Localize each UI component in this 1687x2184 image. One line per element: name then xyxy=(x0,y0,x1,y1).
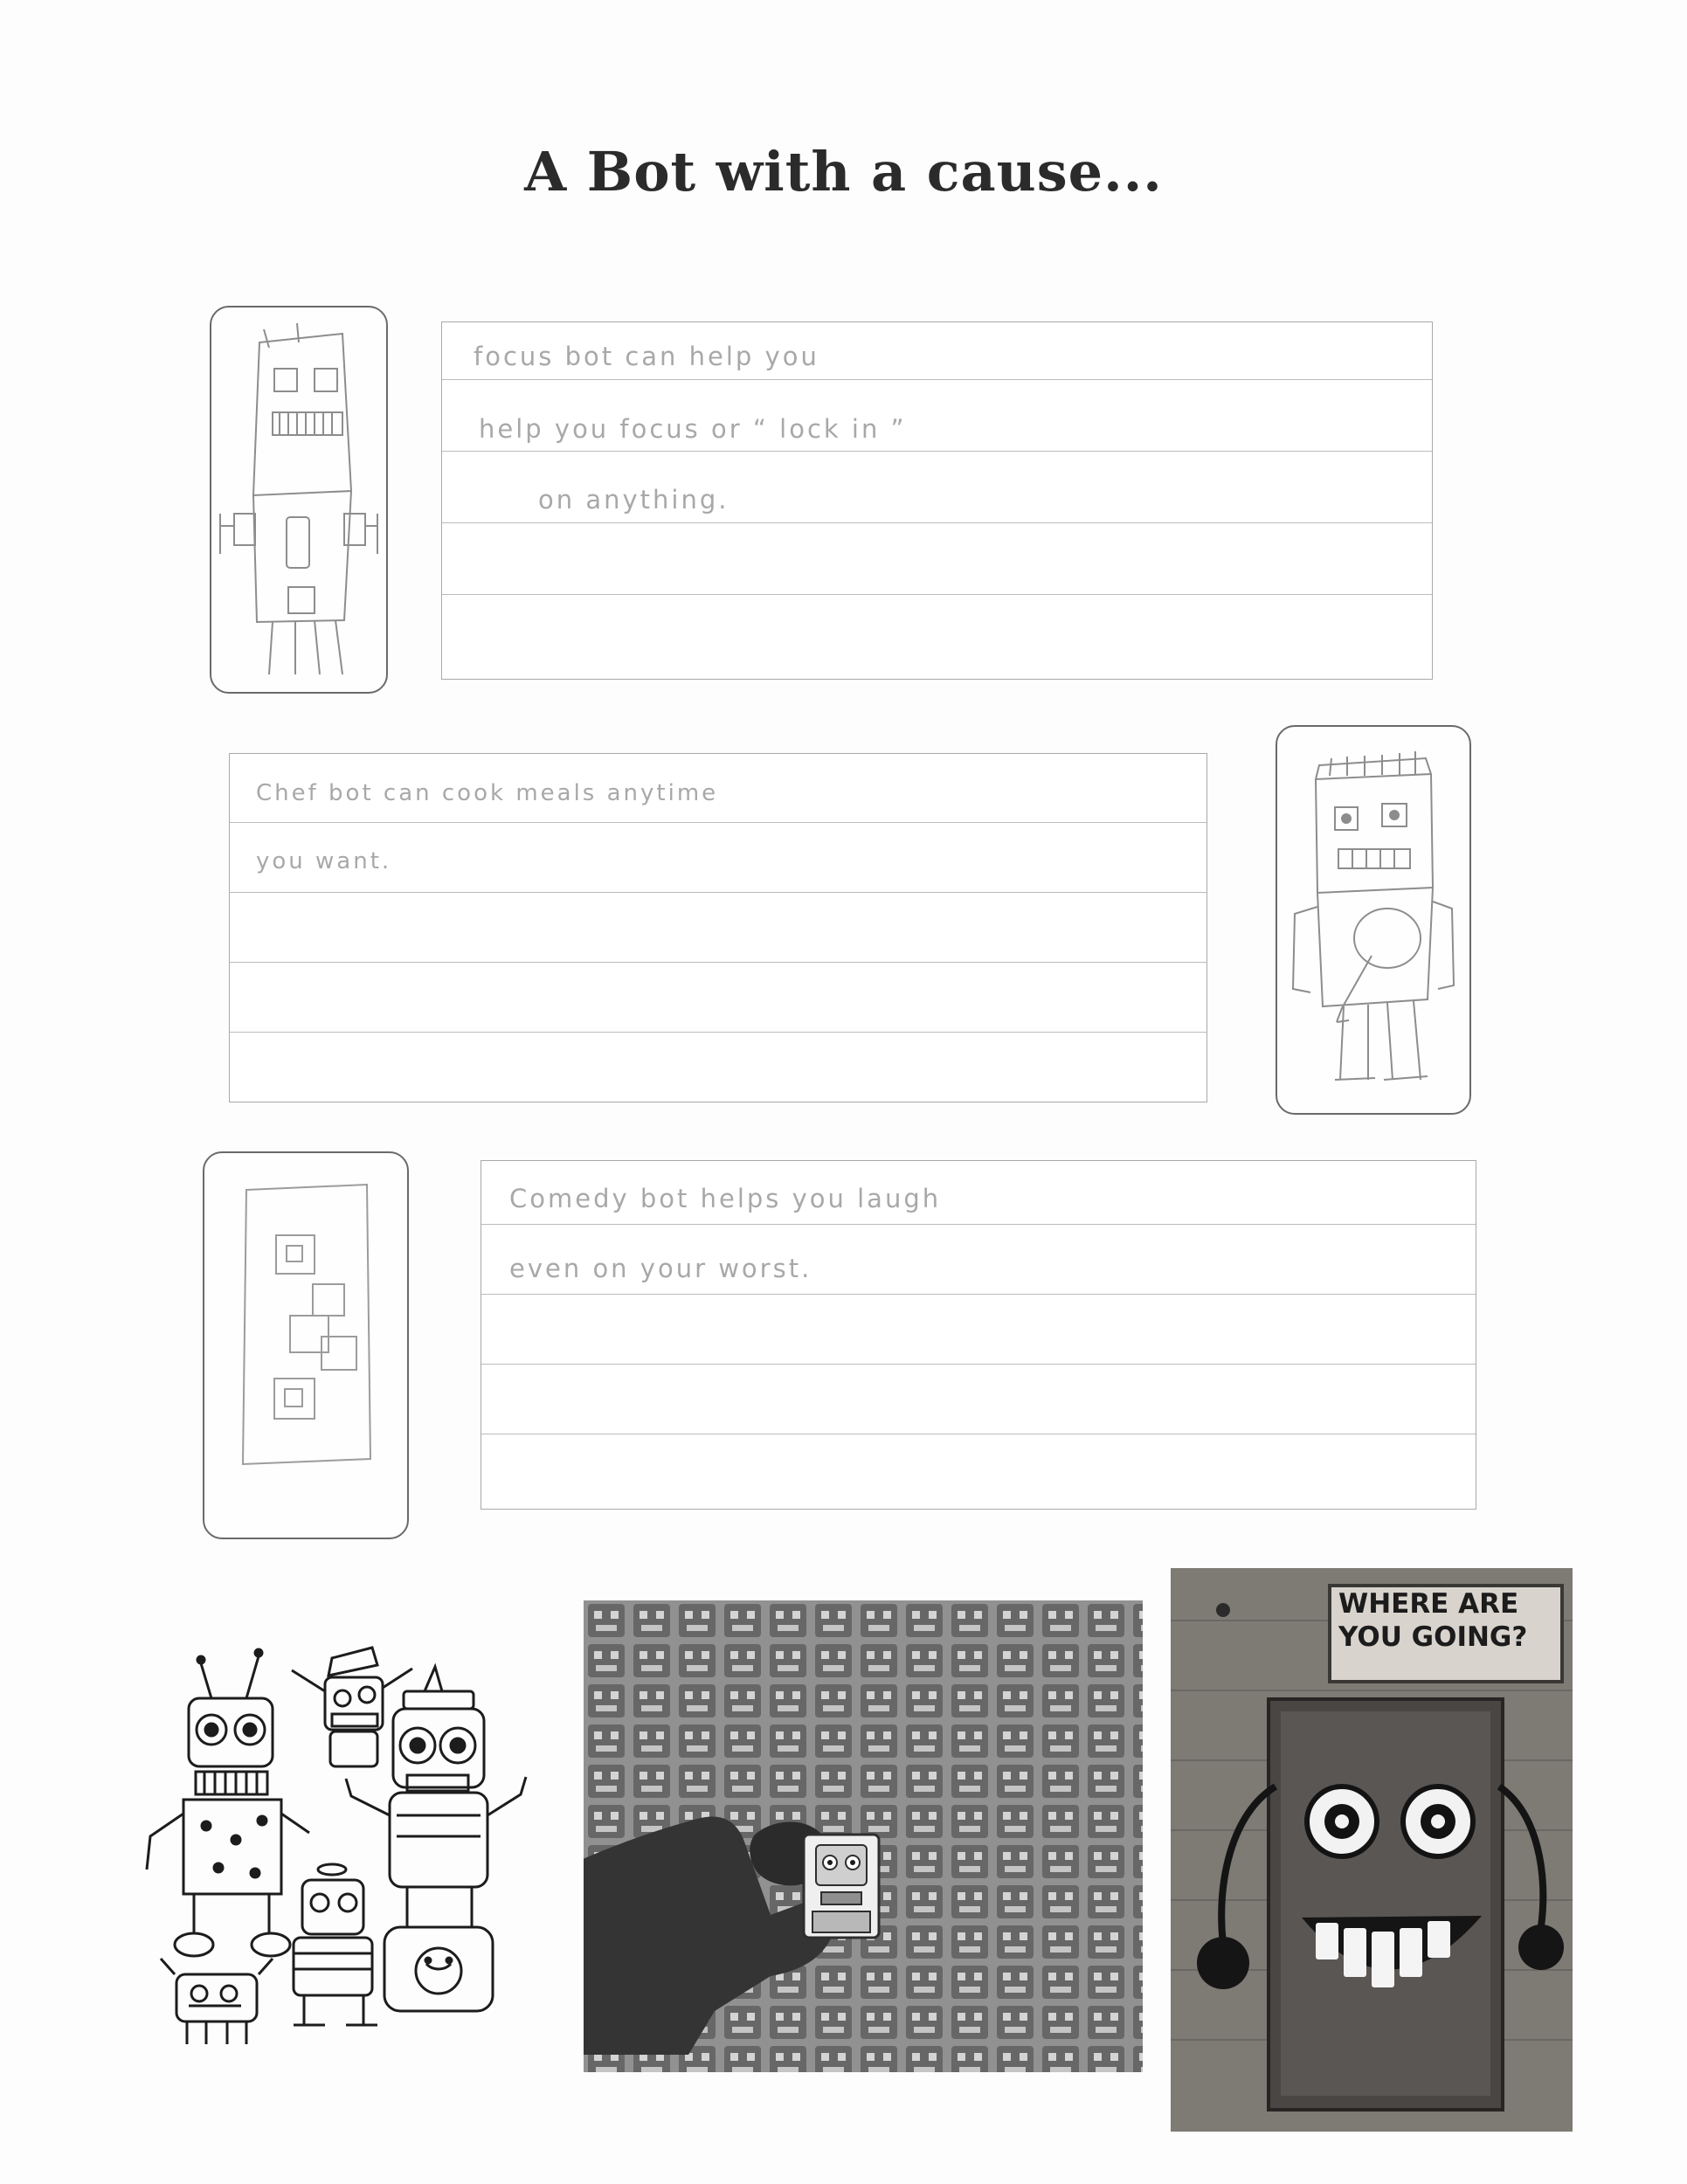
comedy-bot-sketch xyxy=(204,1153,407,1538)
chef-bot-drawing xyxy=(1276,725,1471,1115)
rule-line xyxy=(481,1364,1476,1365)
handwriting-line: Chef bot can cook meals anytime xyxy=(256,780,719,806)
handwriting-line: focus bot can help you xyxy=(474,342,819,371)
robot-doodle-cluster-sketch xyxy=(96,1607,550,2062)
focus-bot-writing-block[interactable] xyxy=(441,321,1433,680)
hand-holding-robot-tile-photo xyxy=(584,1600,1143,2072)
rule-line xyxy=(442,379,1432,380)
street-art-robot-mural-photo xyxy=(1171,1568,1573,2132)
page-title: A Bot with a cause... xyxy=(524,140,1163,204)
handwriting-line: help you focus or “ lock in ” xyxy=(479,414,907,444)
rule-line xyxy=(481,1294,1476,1295)
handwriting-line: you want. xyxy=(256,848,392,874)
focus-bot-drawing xyxy=(210,306,388,694)
rule-line xyxy=(230,822,1206,823)
rule-line xyxy=(230,962,1206,963)
rule-line xyxy=(481,1224,1476,1225)
rule-line xyxy=(230,1032,1206,1033)
rule-line xyxy=(230,892,1206,893)
rule-line xyxy=(442,594,1432,595)
comedy-bot-writing-block[interactable] xyxy=(481,1160,1476,1510)
tile-wall-photo-content xyxy=(584,1600,1143,2072)
chef-bot-writing-block[interactable] xyxy=(229,753,1207,1102)
rule-line xyxy=(442,451,1432,452)
mural-caption: WHERE ARE YOU GOING? xyxy=(1338,1588,1528,1653)
handwriting-line: on anything. xyxy=(538,485,729,515)
robot-doodle-cluster-illustration xyxy=(96,1607,550,2062)
handwriting-line: even on your worst. xyxy=(509,1254,812,1283)
comedy-bot-drawing xyxy=(203,1151,409,1539)
focus-bot-sketch xyxy=(211,308,386,692)
handwriting-line: Comedy bot helps you laugh xyxy=(509,1184,942,1213)
rule-line xyxy=(442,522,1432,523)
chef-bot-sketch xyxy=(1277,727,1469,1113)
